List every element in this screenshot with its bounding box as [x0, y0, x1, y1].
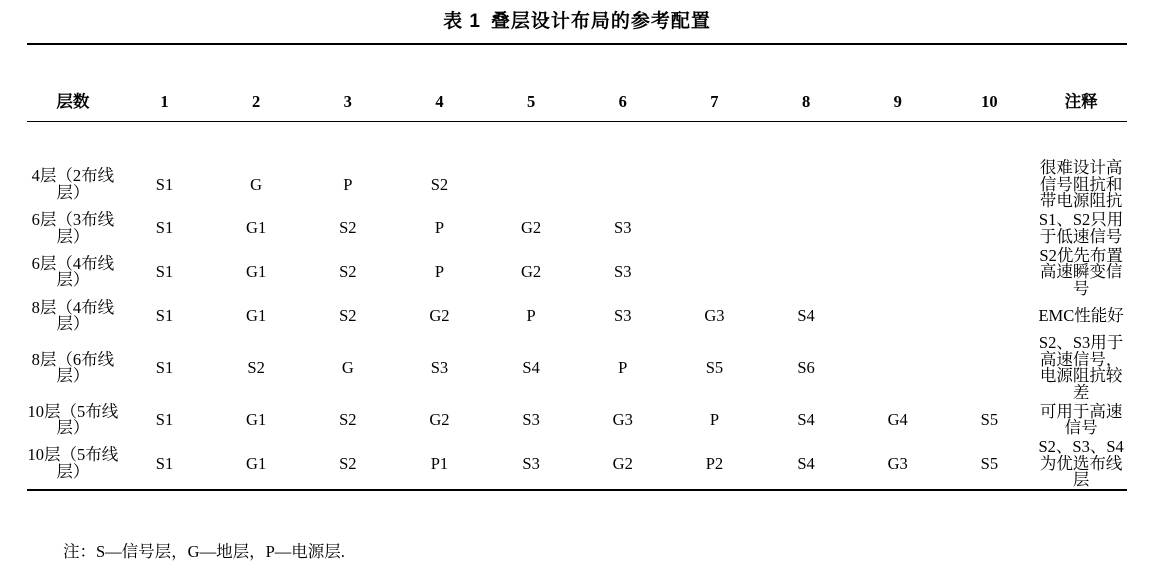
row-cell-10: S5 — [980, 453, 999, 473]
row-cell-4: G2 — [429, 409, 450, 429]
row-cell-5 — [485, 160, 577, 210]
table-row — [27, 210, 1127, 248]
row-layers: 4层（2布线层） — [31, 166, 115, 202]
row-cell-7 — [669, 160, 761, 210]
header-layers: 层数 — [56, 91, 90, 111]
row-cell-4: S3 — [430, 357, 449, 377]
header-note: 注释 — [1064, 91, 1098, 111]
header-col-6: 6 — [618, 91, 627, 111]
row-cell-4: G2 — [429, 305, 450, 325]
row-cell-9 — [852, 297, 944, 335]
row-cell-5: S4 — [522, 357, 540, 377]
row-cell-9: G4 — [887, 409, 908, 429]
row-note: 很难设计高信号阻抗和带电源阻抗 — [1039, 158, 1123, 210]
table-row — [27, 335, 1127, 401]
row-cell-3: S2 — [339, 218, 357, 238]
row-cell-7: P2 — [705, 453, 724, 473]
table-title-text: 叠层设计布局的参考配置 — [490, 11, 711, 32]
row-cell-5: P — [526, 305, 536, 325]
row-cell-1: S1 — [155, 305, 174, 325]
header-col-7: 7 — [710, 91, 719, 111]
row-cell-9 — [852, 248, 944, 298]
header-col-4: 4 — [435, 91, 444, 111]
row-cell-3: S2 — [339, 262, 357, 281]
row-cell-5: G2 — [521, 262, 542, 281]
header-col-9: 9 — [893, 91, 902, 111]
row-cell-4: P — [434, 262, 445, 281]
row-cell-6: S3 — [614, 305, 632, 325]
row-cell-3: S2 — [339, 409, 357, 429]
row-layers: 10层（5布线层） — [27, 445, 119, 481]
row-cell-5: G2 — [521, 218, 542, 238]
row-cell-8 — [760, 210, 852, 248]
row-cell-10 — [944, 160, 1036, 210]
row-cell-4: S2 — [430, 174, 449, 194]
row-cell-8: S4 — [797, 305, 815, 325]
row-cell-10 — [944, 335, 1036, 401]
table-row — [27, 439, 1127, 490]
row-cell-9: G3 — [887, 453, 908, 473]
row-note: S1、S2只用于低速信号 — [1038, 210, 1124, 246]
row-cell-8: S4 — [797, 453, 815, 473]
row-cell-6: P — [618, 357, 628, 377]
row-cell-8 — [760, 248, 852, 298]
row-cell-3: S2 — [339, 305, 357, 325]
row-cell-8: S4 — [797, 409, 815, 429]
row-cell-7: G3 — [704, 305, 725, 325]
row-cell-2: G1 — [246, 262, 267, 281]
header-col-3: 3 — [343, 91, 352, 111]
row-note: 可用于高速信号 — [1039, 401, 1123, 437]
header-col-10: 10 — [981, 91, 998, 111]
row-cell-2: G — [250, 174, 263, 194]
row-cell-2: G1 — [246, 453, 267, 473]
table-row — [27, 401, 1127, 439]
row-cell-1: S1 — [155, 409, 174, 429]
row-cell-9 — [852, 160, 944, 210]
row-cell-6: S3 — [614, 262, 632, 281]
row-cell-6 — [577, 160, 669, 210]
row-cell-2: G1 — [246, 218, 267, 238]
row-cell-1: S1 — [155, 262, 174, 281]
table-header-row — [27, 83, 1127, 122]
row-cell-2: G1 — [246, 409, 267, 429]
row-cell-1: S1 — [155, 174, 174, 194]
table-title-label: 表 1 — [443, 11, 481, 32]
table-top-rule — [27, 44, 1127, 83]
row-cell-9 — [852, 335, 944, 401]
stackup-table — [27, 43, 1127, 529]
row-cell-5: S3 — [522, 409, 540, 429]
row-note: EMC性能好 — [1038, 305, 1124, 325]
header-col-1: 1 — [160, 91, 169, 111]
row-layers: 8层（4布线层） — [31, 297, 115, 333]
row-cell-10: S5 — [980, 409, 999, 429]
table-row — [27, 160, 1127, 210]
row-cell-10 — [944, 210, 1036, 248]
row-cell-1: S1 — [155, 357, 174, 377]
row-cell-10 — [944, 248, 1036, 298]
header-col-8: 8 — [801, 91, 811, 111]
row-cell-2: G1 — [246, 305, 267, 325]
row-cell-4: P1 — [430, 453, 449, 473]
row-cell-1: S1 — [155, 453, 174, 473]
table-footnote: 注：S—信号层，G—地层，P—电源层. — [63, 541, 345, 561]
row-cell-8: S6 — [797, 357, 815, 377]
header-col-2: 2 — [252, 91, 261, 111]
row-cell-8 — [760, 160, 852, 210]
header-col-5: 5 — [526, 91, 536, 111]
row-cell-4: P — [434, 218, 445, 238]
row-cell-1: S1 — [155, 218, 174, 238]
row-cell-6: G2 — [612, 453, 633, 473]
row-cell-7 — [669, 210, 761, 248]
row-cell-3: P — [343, 174, 353, 194]
table-row — [27, 297, 1127, 335]
row-note: S2、S3用于高速信号，电源阻抗较差 — [1038, 333, 1124, 402]
row-layers: 10层（5布线层） — [27, 401, 119, 437]
row-cell-9 — [852, 210, 944, 248]
row-cell-10 — [944, 297, 1036, 335]
row-layers: 8层（6布线层） — [31, 349, 115, 385]
row-note: S2优先布置高速瞬变信号 — [1039, 245, 1123, 298]
table-bottom-rule — [27, 490, 1127, 529]
row-cell-7: S5 — [705, 357, 724, 377]
row-cell-3: G — [341, 357, 354, 377]
row-layers: 6层（3布线层） — [31, 210, 115, 246]
table-header-rule — [27, 122, 1127, 161]
table-row — [27, 248, 1127, 298]
row-cell-6: S3 — [614, 218, 632, 238]
row-cell-7: P — [709, 409, 720, 429]
row-cell-2: S2 — [247, 357, 265, 377]
row-cell-7 — [669, 248, 761, 298]
row-cell-3: S2 — [339, 453, 357, 473]
row-cell-6: G3 — [612, 409, 633, 429]
table-title — [0, 0, 1154, 43]
row-layers: 6层（4布线层） — [31, 253, 115, 290]
row-cell-5: S3 — [522, 453, 540, 473]
row-note: S2、S3、S4为优选布线层 — [1038, 437, 1124, 489]
